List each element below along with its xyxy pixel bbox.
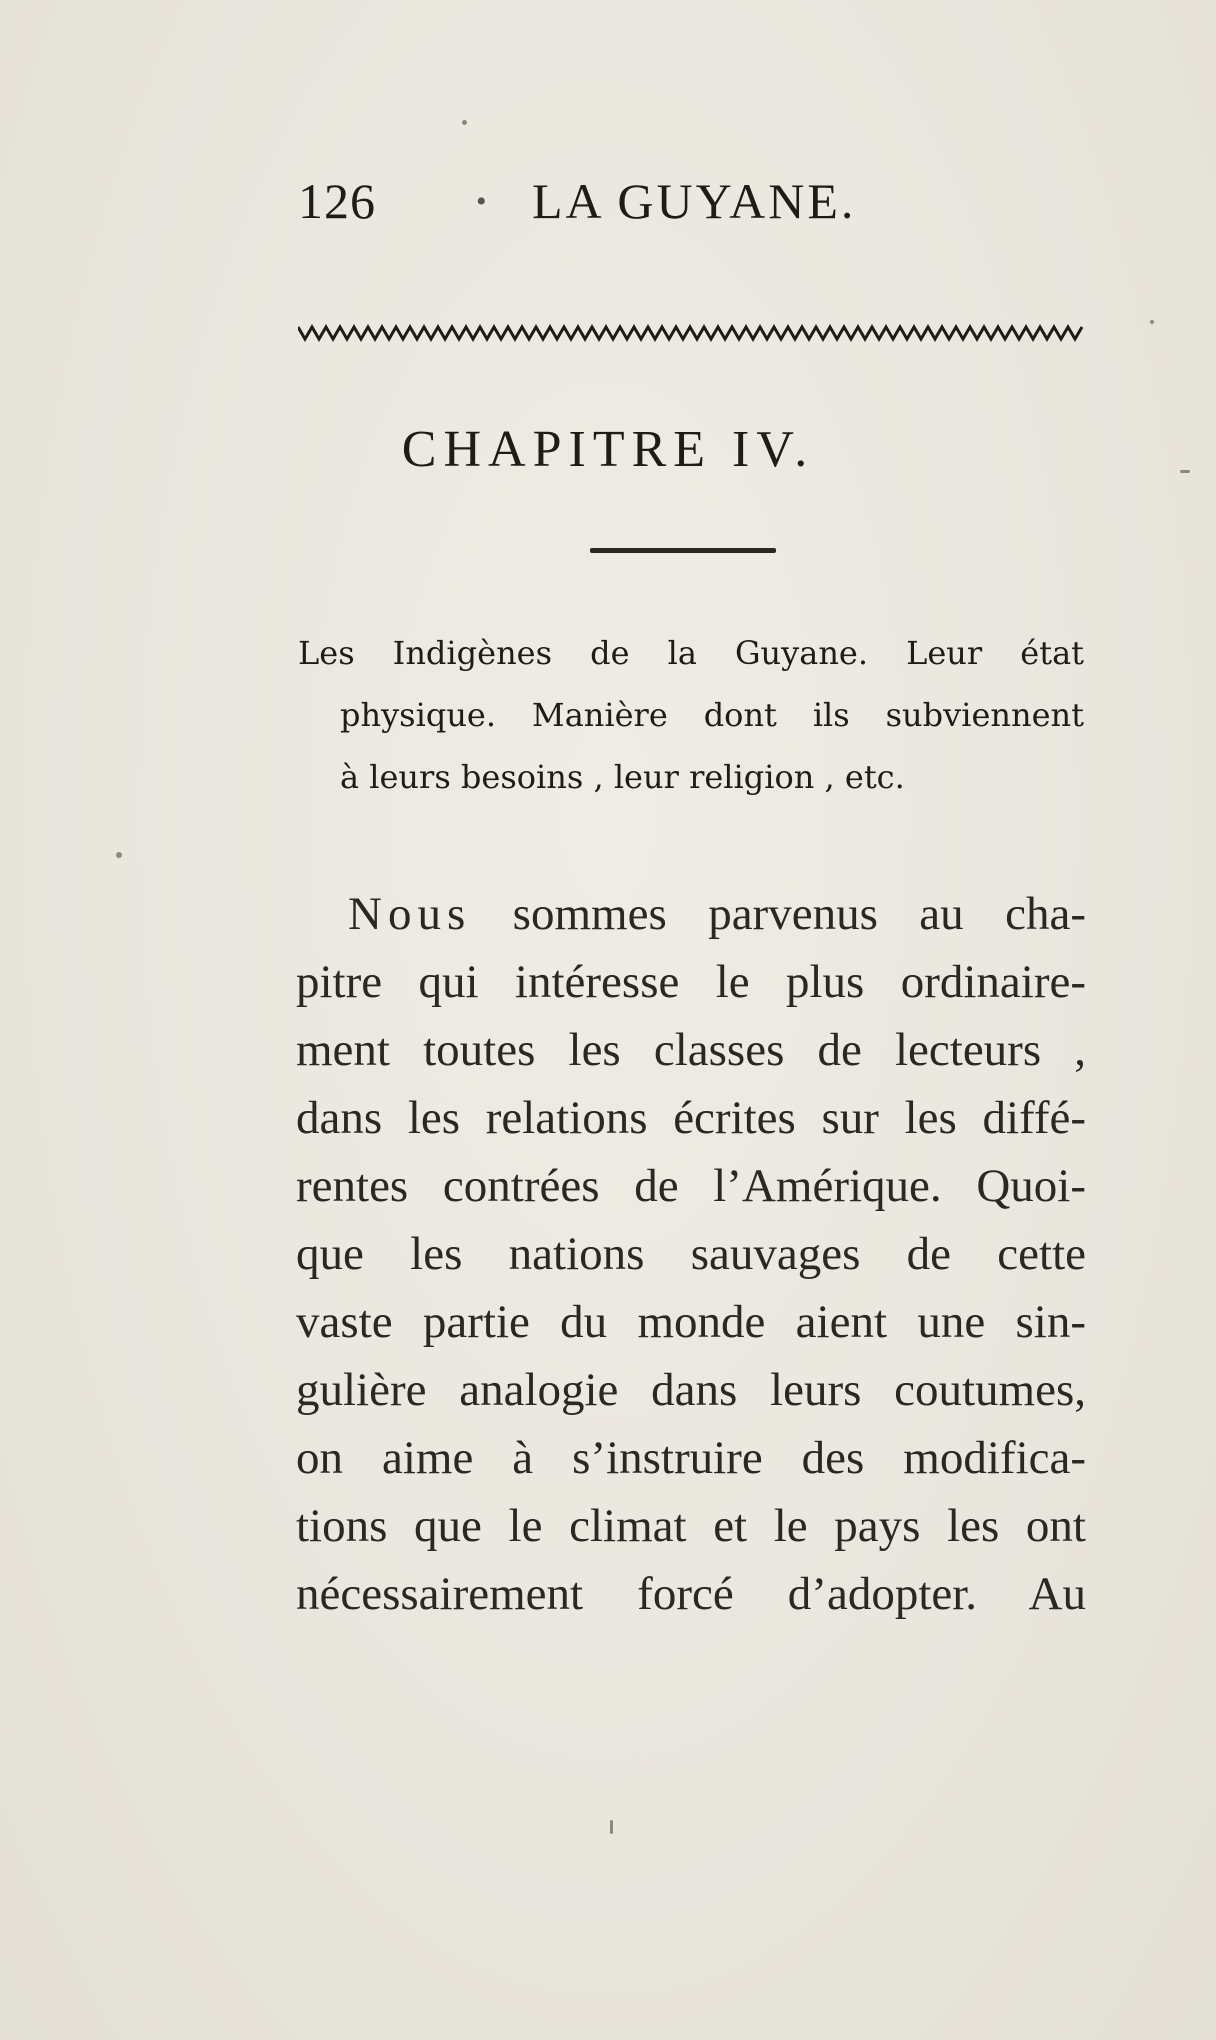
body-line: rentes contrées de l’Amérique. Quoi- <box>296 1160 1086 1212</box>
body-line: nécessairement forcé d’adopter. Au <box>296 1568 1086 1620</box>
summary-line: physique. Manière dont ils subviennent <box>340 696 1084 734</box>
body-paragraph <box>296 880 1086 1628</box>
body-line: tions que le climat et le pays les ont <box>296 1500 1086 1552</box>
running-head <box>298 172 858 232</box>
summary-line: à leurs besoins , leur religion , etc. <box>340 758 905 796</box>
chapter-divider-rule <box>590 548 776 553</box>
head-separator-dot: • <box>476 185 487 218</box>
summary-line: Les Indigènes de la Guyane. Leur état <box>298 634 1084 672</box>
chapter-summary <box>298 622 1084 808</box>
running-title: LA GUYANE. <box>532 173 857 229</box>
page-number: 126 <box>298 173 376 229</box>
paper-speck <box>116 852 122 858</box>
body-line: Nous sommes parvenus au cha- <box>348 888 1086 940</box>
body-line: pitre qui intéresse le plus ordinaire- <box>296 956 1086 1008</box>
drop-word: Nous <box>348 888 472 940</box>
paper-speck <box>610 1820 613 1834</box>
body-line: vaste partie du monde aient une sin- <box>296 1296 1086 1348</box>
body-line: ment toutes les classes de lecteurs , <box>296 1024 1086 1076</box>
paper-speck <box>462 120 467 125</box>
paper-speck <box>1180 470 1190 473</box>
chapter-title: CHAPITRE IV. <box>401 421 815 478</box>
body-line: on aime à s’instruire des modifica- <box>296 1432 1086 1484</box>
paper-speck <box>1150 320 1154 324</box>
ornamental-zigzag-rule <box>298 324 1084 342</box>
body-line: que les nations sauvages de cette <box>296 1228 1086 1280</box>
body-line: dans les relations écrites sur les diffé- <box>296 1092 1086 1144</box>
body-line: gulière analogie dans leurs coutumes, <box>296 1364 1086 1416</box>
